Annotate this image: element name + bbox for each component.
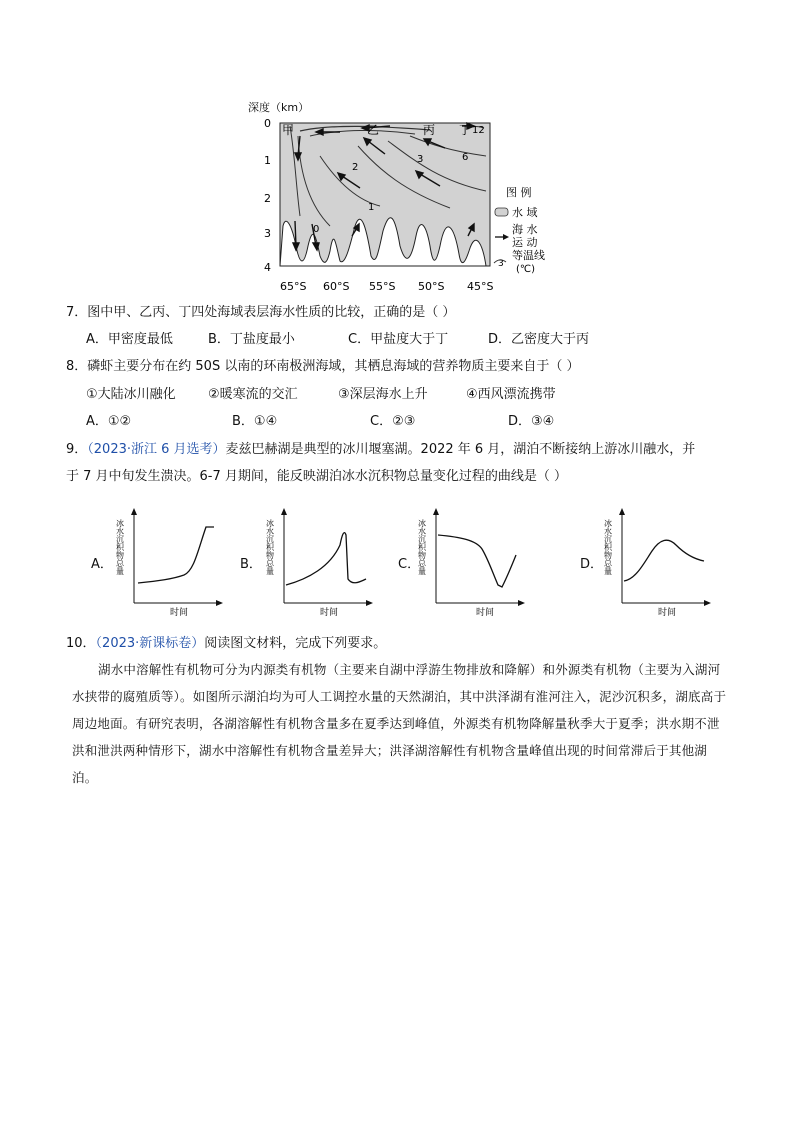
figure-legend — [494, 185, 545, 275]
graph-a-curve — [138, 527, 214, 583]
lat-tick: 45°S — [467, 280, 494, 293]
graph-c-ylabel: 冰水沉积物总量 — [417, 519, 427, 575]
graph-c-letter: C． — [398, 557, 421, 572]
point-label-ding: 丁 — [459, 123, 472, 137]
q7-option-b[interactable]: B．丁盐度最小 — [208, 332, 295, 347]
q7-option-c[interactable]: C．甲盐度大于丁 — [348, 332, 449, 347]
graph-b-letter: B． — [240, 557, 262, 572]
q7-option-a[interactable]: A．甲密度最低 — [86, 332, 173, 347]
q8-option-c[interactable]: C．②③ — [370, 414, 416, 429]
q7-option-d[interactable]: D．乙密度大于丙 — [488, 332, 590, 347]
q8-choice-1: ①大陆冰川融化 — [86, 387, 176, 402]
graph-d-curve — [624, 540, 704, 581]
graph-d-xlabel: 时间 — [658, 608, 677, 618]
legend-isotherm-label-2: (℃) — [516, 264, 536, 275]
isotherm-value: 6 — [462, 152, 469, 163]
lat-tick: 55°S — [369, 280, 396, 293]
graph-b-curve — [286, 533, 366, 585]
q10-source: （2023·新课标卷） — [95, 636, 205, 651]
graph-c-svg — [417, 505, 530, 620]
graph-a-ylabel: 冰水沉积物总量 — [115, 519, 125, 575]
q8-choice-4: ④西风漂流携带 — [466, 387, 556, 402]
q9-stem-line-1 — [66, 441, 695, 459]
graph-c-curve — [438, 535, 516, 587]
q8-option-a[interactable]: A．①② — [86, 414, 132, 429]
q7-stem: 7．图中甲、乙丙、丁四处海域表层海水性质的比较，正确的是（ ） — [66, 305, 456, 320]
ocean-section-svg — [240, 96, 545, 296]
q8-stem: 8．磷虾主要分布在约 50S 以南的环南极洲海域，其栖息海域的营养物质主要来自于（ ） — [66, 359, 580, 374]
graph-a-svg — [115, 505, 228, 620]
legend-current-label-1: 海 水 — [512, 223, 538, 236]
graph-option-a[interactable] — [88, 505, 228, 620]
depth-tick: 2 — [264, 192, 271, 205]
graph-b-xlabel: 时间 — [320, 608, 339, 618]
q10-stem-line — [66, 635, 386, 653]
q10-number: 10． — [66, 636, 96, 651]
point-label-bing: 丙 — [423, 123, 436, 137]
graph-a-letter: A． — [91, 557, 113, 572]
q10-material-paragraph: 湖水中溶解性有机物可分为内源类有机物（主要来自湖中浮游生物排放和降解）和外源类有机物（主要为入湖河水挟带的腐殖质等）。如图所示湖泊均为可人工调控水量的天然湖泊，其中洪泽湖有淮河注入，泥沙沉积多，湖底高于周边地面。有研究表明，各湖溶解性有机物含量多在夏季达到峰值，外源类有机物降解量秋季大于夏季；洪水期不泄洪和泄洪两种情形下，湖水中溶解性有机物含量差异大；洪泽湖溶解性有机物含量峰值出现的时间常滞后于其他湖泊。 — [72, 662, 727, 785]
isotherm-value: 0 — [313, 224, 320, 235]
graph-option-b[interactable] — [240, 505, 380, 620]
legend-arrowhead-icon — [503, 234, 509, 240]
graph-a-xlabel: 时间 — [170, 608, 189, 618]
depth-tick: 1 — [264, 154, 271, 167]
legend-title: 图 例 — [506, 186, 532, 199]
graph-c-xlabel: 时间 — [476, 608, 495, 618]
lat-tick: 50°S — [418, 280, 445, 293]
q8-option-b[interactable]: B．①④ — [232, 414, 278, 429]
legend-isotherm-sample: 3 — [498, 259, 504, 269]
ocean-section-figure — [240, 96, 545, 296]
isotherm-value: 1 — [368, 202, 375, 213]
graph-b-ylabel: 冰水沉积物总量 — [265, 519, 275, 575]
q9-stem-line-2: 于 7 月中旬发生溃决。6-7 月期间，能反映湖泊冰水沉积物总量变化过程的曲线是（ ） — [66, 469, 568, 484]
isotherm-value: 12 — [472, 125, 485, 136]
graph-d-svg — [603, 505, 716, 620]
graph-b-svg — [265, 505, 378, 620]
q8-choice-2: ②暖寒流的交汇 — [208, 387, 298, 402]
depth-tick: 0 — [264, 117, 271, 130]
graph-option-c[interactable] — [398, 505, 538, 620]
legend-water-label: 水 域 — [512, 206, 538, 219]
q8-option-d[interactable]: D．③④ — [508, 414, 555, 429]
q9-number: 9． — [66, 442, 88, 457]
graph-option-d[interactable] — [578, 505, 718, 620]
q8-choice-3: ③深层海水上升 — [338, 387, 428, 402]
lat-tick: 60°S — [323, 280, 350, 293]
legend-isotherm-label-1: 等温线 — [512, 249, 545, 262]
depth-axis-label: 深度（km） — [248, 101, 310, 114]
isotherm-value: 3 — [417, 154, 424, 165]
graph-d-letter: D． — [580, 557, 604, 572]
legend-current-label-2: 运 动 — [512, 236, 538, 249]
water-area — [280, 123, 490, 266]
isotherm-value: 2 — [352, 162, 359, 173]
q9-source: （2023·浙江 6 月选考） — [87, 442, 226, 457]
depth-tick: 4 — [264, 261, 271, 274]
q10-stem: 阅读图文材料，完成下列要求。 — [204, 636, 387, 651]
legend-water-swatch — [495, 208, 508, 216]
lat-tick: 65°S — [280, 280, 307, 293]
q9-stem-1: 麦兹巴赫湖是典型的冰川堰塞湖。2022 年 6 月，湖泊不断接纳上游冰川融水，并 — [225, 442, 696, 457]
graph-d-ylabel: 冰水沉积物总量 — [603, 519, 613, 575]
point-label-yi: 乙 — [367, 123, 380, 137]
point-label-jia: 甲 — [282, 123, 295, 137]
depth-tick: 3 — [264, 227, 271, 240]
